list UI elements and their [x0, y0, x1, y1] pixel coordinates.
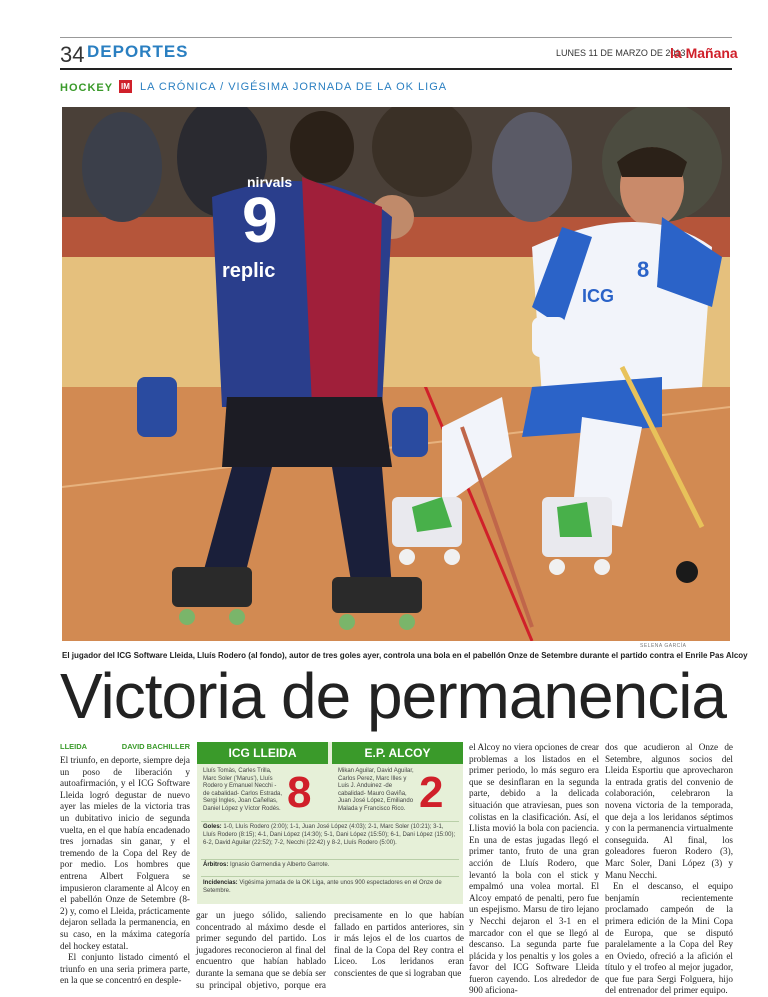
article-paragraph: dos que acudieron al Onze de Setembre, algunos socios del Lleida Esportiu que aprovecharon la entrada gratis del convenio de colaboración, celebraron la novena victoria de la temporada, que deja a los leridanos séptimos y con la permanencia virtualmente conseguida. Al final, los goleadores fueron Rodero (3), Marc Soler, Dani López (3) y Manu Necchi. [605, 742, 733, 880]
newspaper-brand: la Mañana [670, 45, 738, 61]
page-number: 34 [60, 42, 85, 67]
goals-line [203, 824, 457, 847]
referees-text: Ignasio Garmendia y Alberto Garrote. [230, 862, 330, 868]
away-score: 2 [419, 768, 444, 817]
away-roster: Mikan Aguilar, David Aguilar, Carlos Perez, Marc Illes y Luis J. Anduinez -de cabalidad- Mauro Gaviña, Juan José López, Emiliando Malada y Francisco Rico. [338, 768, 414, 812]
kicker-tag: HOCKEY [60, 82, 114, 94]
hockey-action-photo [62, 107, 730, 641]
divider [201, 821, 459, 822]
article-column-1 [60, 755, 190, 987]
svg-text:replic: replic [222, 260, 276, 282]
kicker-text: LA CRÓNICA / VIGÉSIMA JORNADA DE LA OK LIGA [140, 81, 448, 93]
header-rule [60, 68, 732, 70]
photo-caption: El jugador del ICG Software Lleida, Lluís Rodero (al fondo), autor de tres goles ayer, controla una bola en el pabellón Onze de Setembre durante el partido contra el Enrile Pas Alcoy [62, 651, 748, 660]
article-paragraph: El conjunto listado cimentó el triunfo en una seria primera parte, en la que se concentró en desple- [60, 952, 190, 986]
issue-date: LUNES 11 DE MARZO DE 2013 [556, 48, 686, 58]
home-team-name: ICG LLEIDA [197, 742, 328, 764]
main-photo [62, 107, 730, 641]
byline [60, 742, 190, 751]
svg-text:ICG: ICG [582, 286, 615, 306]
divider [201, 859, 459, 860]
away-team-name: E.P. ALCOY [332, 742, 463, 764]
article-column-4 [469, 742, 599, 997]
divider [201, 876, 459, 877]
referees-label: Árbitros: [203, 862, 229, 868]
article-column-2-3 [196, 910, 464, 991]
article-paragraph: el Alcoy no viera opciones de crear problemas a los listados en el primer periodo, lo más seguro era que se desinflaran en la segunda parte, debido a la delicada situación que atraviesan, pues son colistas en la clasificación. Así, el Llista movió la bola con paciencia. En una de estas jugadas llegó el primer tanto, fruto de una gran acción de Lluís Rodero, que levantó la bola con el stick y empalmó una volea mortal. El Alcoy empató de penalti, pero fue un espejismo. Marsu de tiro lejano y Necchi dejaron el 3-1 en el marcador con el que se llegó al descanso. La segunda parte fue plácida y los penaltis y los goles a favor del ICG Software Lleida fueron cayendo. Los alrededor de 900 aficiona- [469, 742, 599, 996]
incidents-text: Vigésima jornada de la OK Liga, ante unos 900 espectadores en el Onze de Setembre. [203, 880, 442, 894]
home-roster: Lluís Tomàs, Carles Trilla, Marc Soler ('Marus'), Lluís Rodero y Emanuel Necchi -de cabalidad- Carlos Estrada, Sergi Ingles, Joan Cañellas, Daniel López y Víctor Rodés. [203, 768, 283, 812]
top-rule [60, 37, 732, 38]
goals-label: Goles: [203, 824, 222, 830]
article-paragraph: En el descanso, el equipo benjamín recientemente proclamado campeón de la primera edición de la Mini Copa de Europa, que se disputó paralelamente a la Copa del Rey en Oviedo, ofreció a la afición el título y el trofeo al mejor jugador, que fue para Sergi Folguera, hijo del entrenador del primer equipo. [605, 881, 733, 996]
score-box [197, 742, 463, 904]
article-paragraph: El triunfo, en deporte, siempre deja un poso de liberación y autoafirmación, y el ICG Software Lleida logró degustar de nuevo ayer las mieles de la victoria tras un dubitativo inicio de segunda vuelta, en el que había encadenado tres jornadas sin ganar, y el tremendo de la Copa del Rey de por medio. Los hombres que entrena Albert Folguera se impusieron claramente al Alcoy en el pabellón Onze de Setembre (8-2) y, como el Lleida, prácticamente dejaron sellada la permanencia, en su caso, en la máxima categoría del hockey estatal. [60, 755, 190, 951]
referees-line [203, 862, 457, 870]
article-paragraph: gar un juego sólido, saliendo concentrado al máximo desde el primer segundo del partido. Los jugadores reconocieron al final del encuentro que habían hablado durante la semana que se debía ser su principal objetivo, porque era precisamente en lo que habían fallado en partidos anteriores, sin ir más lejos el de los cuartos de final de la Copa del Rey contra el Liceo. Los leridanos eran conscientes de que si lograban que [196, 910, 464, 990]
headline: Victoria de permanencia [60, 660, 726, 732]
svg-text:8: 8 [637, 257, 650, 282]
newspaper-logo-icon: lM [119, 80, 132, 93]
incidents-label: Incidencias: [203, 880, 238, 886]
byline-place: LLEIDA [60, 742, 88, 751]
section-title: DEPORTES [87, 42, 189, 61]
svg-text:9: 9 [242, 184, 278, 256]
photo-credit: SELENA GARCÍA [640, 643, 687, 649]
byline-author: DAVID BACHILLER [121, 742, 190, 751]
goals-text: 1-0, Lluís Rodero (2:00); 1-1, Juan José López (4:03); 2-1, Marc Soler (10:21); 3-1, Lluís Rodero (8:15); 4-1, Dani López (14:30); 5-1, Dani López (15:50); 6-1, Dani López (15:00); 6-2, David Aguilar (22:52); 7-2, Necchi (22:42) y 8-2, Lluís Rodero (5:00). [203, 824, 456, 846]
home-score: 8 [287, 768, 312, 817]
svg-text:nirvals: nirvals [247, 174, 293, 190]
incidents-line [203, 880, 457, 896]
article-column-5 [605, 742, 733, 997]
